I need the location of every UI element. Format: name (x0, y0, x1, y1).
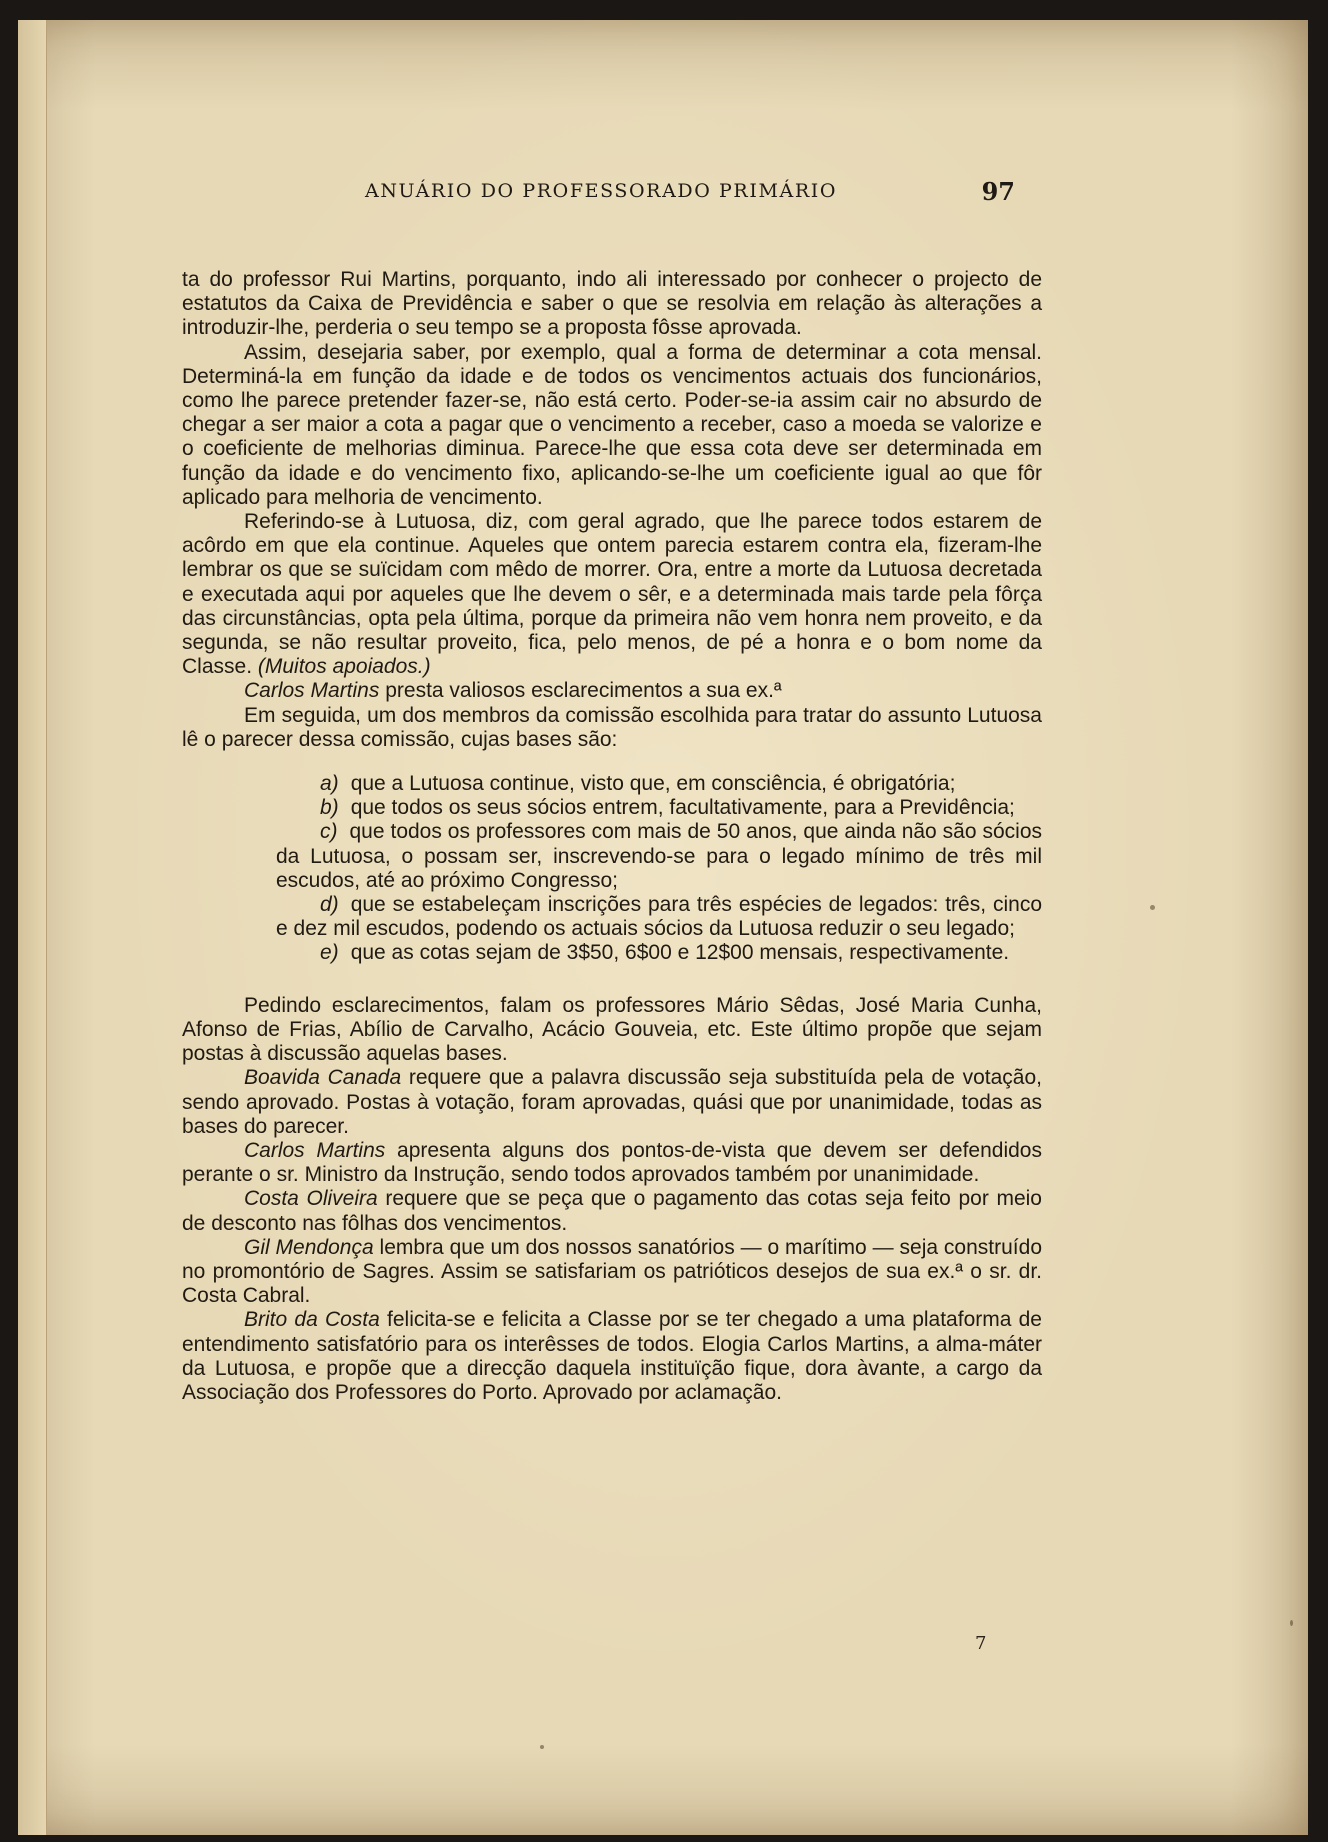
binding-edge (18, 20, 47, 1835)
speaker-name: Costa Oliveira (244, 1187, 378, 1211)
bases-list (276, 772, 1042, 966)
paragraph (182, 1139, 1042, 1187)
paragraph: Em seguida, um dos membros da comissão escolhida para tratar do assunto Lutuosa lê o parecer dessa comissão, cujas bases são: (182, 703, 1042, 751)
base-text: que todos os seus sócios entrem, facultativamente, para a Previdência; (350, 796, 1015, 820)
paper-speck (540, 1745, 544, 1749)
running-title: ANUÁRIO DO PROFESSORADO PRIMÁRIO (365, 180, 838, 202)
base-letter: d) (320, 893, 339, 917)
base-letter: b) (320, 796, 339, 820)
base-text: que as cotas sejam de 3$50, 6$00 e 12$00 mensais, respectivamente. (350, 941, 1010, 965)
paragraph: Pedindo esclarecimentos, falam os professores Mário Sêdas, José Maria Cunha, Afonso de Frias, Abílio de Carvalho, Acácio Gouveia, etc. Este último propõe que sejam postas à discussão aquelas bases. (182, 993, 1042, 1066)
paragraph (182, 1187, 1042, 1235)
paragraph-text: lembra que um dos nossos sanatórios — o marítimo — seja construído no promontório de Sagres. Assim se satisfariam os patrióticos desejos de sua ex.ª o sr. dr. Costa Cabral. (182, 1235, 1042, 1308)
base-text: que todos os professores com mais de 50 anos, que ainda não são sócios da Lutuosa, o possam ser, inscrevendo-se para o legado mínimo de três mil escudos, até ao próximo Congresso; (276, 820, 1042, 892)
speaker-name: Gil Mendonça (244, 1235, 374, 1259)
paragraph-text: felicita-se e felicita a Classe por se ter chegado a uma plataforma de entendimento satisfatório para os interêsses de todos. Elogia Carlos Martins, a alma-máter da Lutuosa, e propõe que a direcção daquela instituïção fique, dora àvante, a cargo da Associação dos Professores do Porto. Aprovado por aclamação. (182, 1308, 1042, 1404)
list-item (276, 893, 1042, 941)
page-number: 97 (981, 177, 1015, 206)
paragraph-text: apresenta alguns dos pontos-de-vista que devem ser defendidos perante o sr. Ministro da Instrução, sendo todos aprovados também por unanimidade. (182, 1138, 1042, 1187)
section-gap (182, 966, 1042, 994)
base-letter: c) (320, 820, 338, 844)
base-text: que se estabeleçam inscrições para três espécies de legados: três, cinco e dez mil escudos, podendo os actuais sócios da Lutuosa reduzir o seu legado; (276, 893, 1042, 941)
paragraph (182, 1236, 1042, 1309)
speaker-name: Brito da Costa (244, 1308, 380, 1332)
paragraph-text: presta valiosos esclarecimentos a sua ex.ª (385, 679, 782, 703)
speaker-name: Boavida Canada (244, 1066, 402, 1090)
paragraph: ta do professor Rui Martins, porquanto, indo ali interessado por conhecer o projecto de estatutos da Caixa de Previdência e saber o que se resolvia em relação às alterações a introduzir-lhe, perderia o seu tempo se a proposta fôsse aprovada. (182, 268, 1042, 340)
list-item (276, 772, 1042, 796)
signature-mark: 7 (975, 1633, 987, 1654)
applause-note: (Muitos apoiados.) (257, 655, 431, 679)
paper-speck (1290, 1620, 1293, 1626)
paragraph-text: requere que se peça que o pagamento das cotas seja feito por meio de desconto nas fôlhas dos vencimentos. (182, 1187, 1042, 1235)
paragraph (182, 679, 1042, 703)
paragraph (182, 1308, 1042, 1405)
running-header (365, 177, 1015, 208)
paragraph (182, 510, 1042, 679)
base-text: que a Lutuosa continue, visto que, em consciência, é obrigatória; (350, 772, 956, 796)
paragraph: Assim, desejaria saber, por exemplo, qual a forma de determinar a cota mensal. Determiná-la em função da idade e de todos os vencimentos actuais dos funcionários, como lhe parece pretender fazer-se, não está certo. Poder-se-ia assim cair no absurdo de chegar a ser maior a cota a pagar que o vencimento a receber, caso a moeda se valorize e o coeficiente de melhorias diminua. Parece-lhe que essa cota deve ser determinada em função da idade e do vencimento fixo, aplicando-se-lhe um coeficiente igual ao que fôr aplicado para melhoria de vencimento. (182, 340, 1042, 509)
list-item (276, 820, 1042, 893)
body-text (182, 268, 1042, 1405)
paragraph-text: requere que a palavra discussão seja substituída pela de votação, sendo aprovado. Postas à votação, foram aprovadas, quási que por unanimidade, todas as bases do parecer. (182, 1066, 1042, 1138)
base-letter: a) (320, 772, 339, 796)
paragraph-text: Referindo-se à Lutuosa, diz, com geral agrado, que lhe parece todos estarem de acôrdo em que ela continue. Aqueles que ontem parecia estarem contra ela, fizeram-lhe lembrar os que se suïcidam com mêdo de morrer. Ora, entre a morte da Lutuosa decretada e executada aqui por aqueles que lhe devem o sêr, e a determinada mais tarde pela fôrça das circunstâncias, opta pela última, porque da primeira não vem honra nem proveito, e da segunda, se não resultar proveito, fica, pelo menos, de pé a honra e o bom nome da Classe. (182, 510, 1042, 679)
speaker-name: Carlos Martins (244, 1138, 386, 1162)
list-item (276, 941, 1042, 965)
list-item (276, 796, 1042, 820)
base-letter: e) (320, 941, 339, 965)
paper-speck (1150, 905, 1155, 910)
paragraph (182, 1066, 1042, 1139)
speaker-name: Carlos Martins (244, 679, 380, 703)
